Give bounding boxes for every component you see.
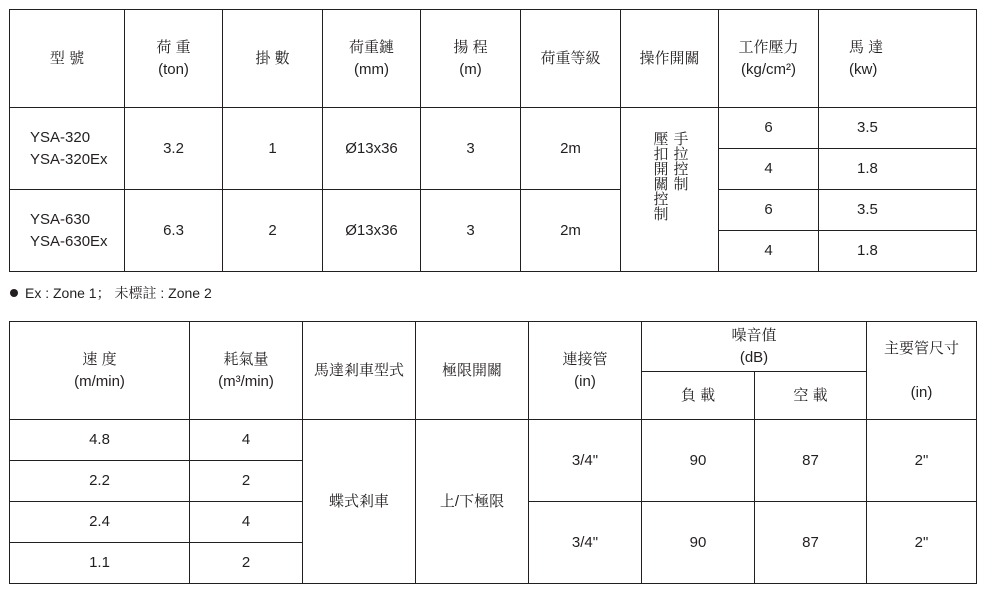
header-brake: 馬達剎車型式 — [303, 322, 416, 420]
chain-cell: Ø13x36 — [323, 108, 421, 190]
header-noise-empty: 空 載 — [755, 372, 867, 420]
motor-cell: 3.5 — [819, 108, 977, 149]
air-cell: 4 — [190, 420, 303, 461]
table-row — [10, 420, 977, 461]
header-air: 耗氣量 (m³/min) — [190, 322, 303, 420]
pipe-cell: 2" — [867, 420, 977, 502]
load-cell: 6.3 — [125, 190, 223, 272]
limit-cell: 上/下極限 — [416, 420, 529, 584]
air-cell: 2 — [190, 543, 303, 584]
noise-empty-cell: 87 — [755, 502, 867, 584]
falls-cell: 1 — [223, 108, 323, 190]
spec-table-main — [9, 9, 977, 272]
grade-cell: 2m — [521, 108, 621, 190]
air-cell: 4 — [190, 502, 303, 543]
switch-cell — [621, 108, 719, 272]
header-grade: 荷重等級 — [521, 10, 621, 108]
header-switch: 操作開關 — [621, 10, 719, 108]
table-header-row — [10, 322, 977, 372]
connection-cell: 3/4" — [529, 502, 642, 584]
zone-note — [10, 283, 212, 303]
table-row — [10, 190, 977, 231]
motor-cell: 1.8 — [819, 231, 977, 272]
table-row — [10, 108, 977, 149]
model-cell: YSA-320 YSA-320Ex — [10, 108, 125, 190]
table-header-row — [10, 10, 977, 108]
header-connection: 連接管 (in) — [529, 322, 642, 420]
pressure-cell: 6 — [719, 190, 819, 231]
speed-cell: 4.8 — [10, 420, 190, 461]
motor-cell: 3.5 — [819, 190, 977, 231]
header-lift: 揚 程 (m) — [421, 10, 521, 108]
noise-empty-cell: 87 — [755, 420, 867, 502]
spec-table-secondary — [9, 321, 977, 584]
brake-cell: 蝶式剎車 — [303, 420, 416, 584]
header-noise-load: 負 載 — [642, 372, 755, 420]
pressure-cell: 6 — [719, 108, 819, 149]
lift-cell: 3 — [421, 108, 521, 190]
note-text: Ex : Zone 1； 未標註 : Zone 2 — [25, 285, 212, 301]
header-pipe: 主要管尺寸 (in) — [867, 322, 977, 420]
chain-cell: Ø13x36 — [323, 190, 421, 272]
grade-cell: 2m — [521, 190, 621, 272]
speed-cell: 2.2 — [10, 461, 190, 502]
noise-load-cell: 90 — [642, 502, 755, 584]
speed-cell: 1.1 — [10, 543, 190, 584]
header-falls: 掛 數 — [223, 10, 323, 108]
air-cell: 2 — [190, 461, 303, 502]
motor-cell: 1.8 — [819, 149, 977, 190]
lift-cell: 3 — [421, 190, 521, 272]
header-load: 荷 重 (ton) — [125, 10, 223, 108]
header-speed: 速 度 (m/min) — [10, 322, 190, 420]
connection-cell: 3/4" — [529, 420, 642, 502]
speed-cell: 2.4 — [10, 502, 190, 543]
header-chain: 荷重鏈 (mm) — [323, 10, 421, 108]
bullet-icon — [10, 289, 18, 297]
pressure-cell: 4 — [719, 231, 819, 272]
noise-load-cell: 90 — [642, 420, 755, 502]
pressure-cell: 4 — [719, 149, 819, 190]
pipe-cell: 2" — [867, 502, 977, 584]
switch-text: 手拉控制 壓扣開關控制 — [651, 131, 689, 221]
header-pressure: 工作壓力 (kg/cm²) — [719, 10, 819, 108]
header-limit: 極限開關 — [416, 322, 529, 420]
load-cell: 3.2 — [125, 108, 223, 190]
model-cell: YSA-630 YSA-630Ex — [10, 190, 125, 272]
falls-cell: 2 — [223, 190, 323, 272]
header-model: 型 號 — [10, 10, 125, 108]
header-motor: 馬 達 (kw) — [819, 10, 977, 108]
header-noise: 噪音值 (dB) — [642, 322, 867, 372]
